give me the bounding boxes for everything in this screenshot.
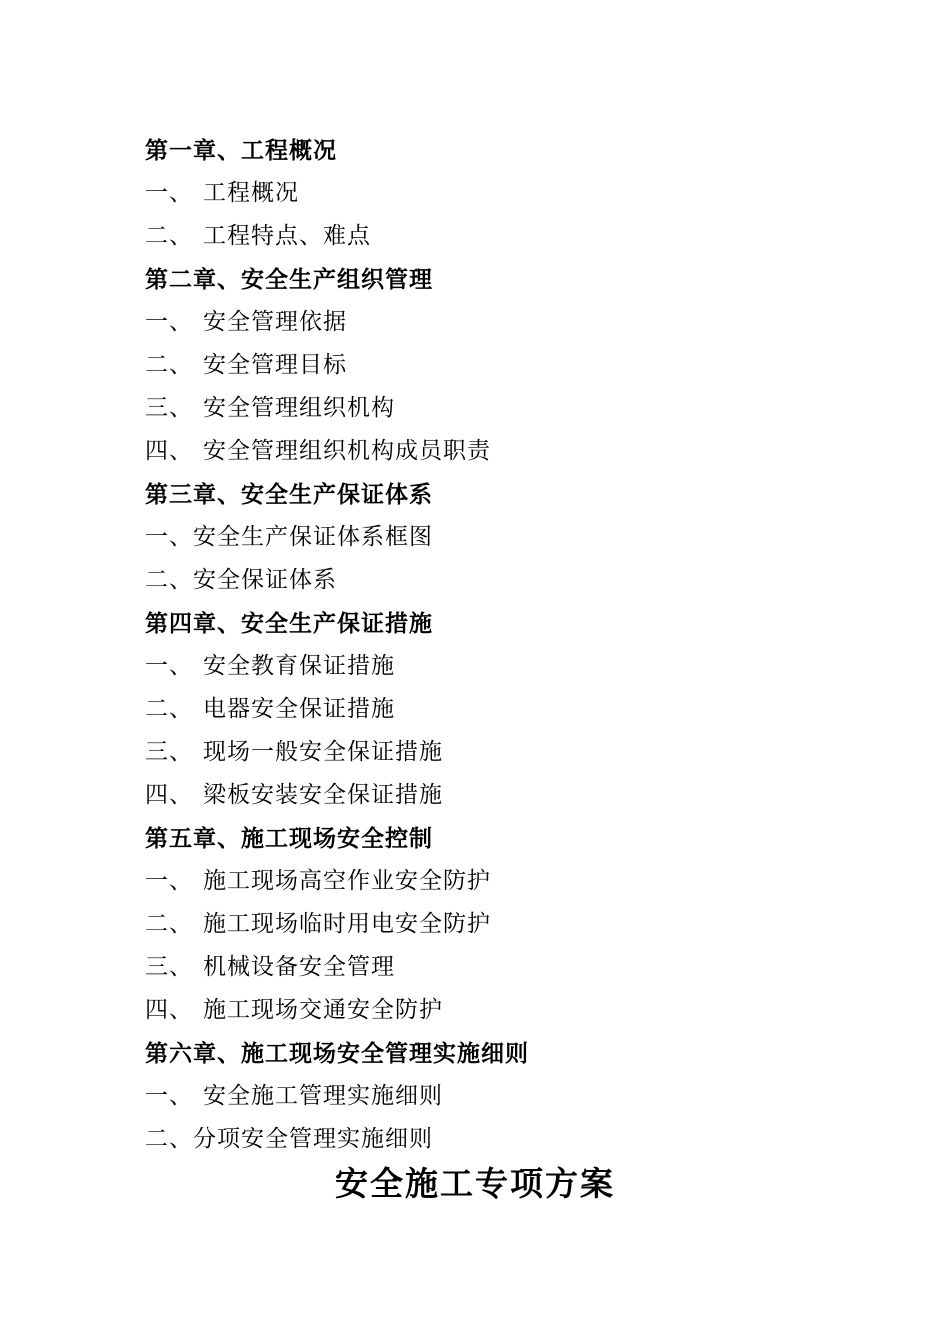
table-of-contents bbox=[145, 129, 845, 1161]
toc-section-item bbox=[145, 1118, 845, 1161]
toc-section-item bbox=[145, 559, 845, 602]
toc-section-number: 一、 bbox=[145, 653, 193, 679]
toc-chapter-heading: 第三章、安全生产保证体系 bbox=[145, 481, 433, 508]
toc-section-number: 二、 bbox=[145, 696, 193, 722]
toc-section-number: 二、 bbox=[145, 911, 193, 937]
toc-section-item bbox=[145, 516, 845, 559]
toc-section-title: 现场一般安全保证措施 bbox=[203, 739, 443, 765]
toc-section-item bbox=[145, 344, 845, 387]
toc-section-title: 机械设备安全管理 bbox=[203, 954, 395, 980]
toc-section-number: 二、 bbox=[145, 223, 193, 249]
toc-section-number: 一、 bbox=[145, 1083, 193, 1109]
toc-section-item bbox=[145, 989, 845, 1032]
toc-section-title: 分项安全管理实施细则 bbox=[193, 1126, 433, 1152]
toc-chapter-heading: 第二章、安全生产组织管理 bbox=[145, 266, 433, 293]
toc-section-title: 工程特点、难点 bbox=[203, 223, 371, 249]
document-title: 安全施工专项方案 bbox=[335, 1164, 615, 1203]
toc-chapter-heading: 第六章、施工现场安全管理实施细则 bbox=[145, 1040, 529, 1067]
toc-section-number: 三、 bbox=[145, 739, 193, 765]
toc-section-number: 一、 bbox=[145, 524, 193, 550]
toc-section-number: 四、 bbox=[145, 438, 193, 464]
toc-section-title: 工程概况 bbox=[203, 180, 299, 206]
toc-section-title: 安全教育保证措施 bbox=[203, 653, 395, 679]
toc-section-title: 施工现场高空作业安全防护 bbox=[203, 868, 491, 894]
toc-section-title: 安全管理组织机构 bbox=[203, 395, 395, 421]
toc-section-number: 一、 bbox=[145, 180, 193, 206]
toc-section-title: 安全管理组织机构成员职责 bbox=[203, 438, 491, 464]
toc-chapter-heading: 第五章、施工现场安全控制 bbox=[145, 825, 433, 852]
toc-section-item bbox=[145, 688, 845, 731]
toc-section-number: 二、 bbox=[145, 567, 193, 593]
toc-section-number: 二、 bbox=[145, 1126, 193, 1152]
toc-section-title: 梁板安装安全保证措施 bbox=[203, 782, 443, 808]
toc-section-number: 三、 bbox=[145, 395, 193, 421]
toc-section-number: 三、 bbox=[145, 954, 193, 980]
toc-section-item bbox=[145, 387, 845, 430]
toc-section-item bbox=[145, 430, 845, 473]
toc-section-title: 安全保证体系 bbox=[193, 567, 337, 593]
toc-section-item bbox=[145, 860, 845, 903]
toc-section-title: 电器安全保证措施 bbox=[203, 696, 395, 722]
toc-section-number: 四、 bbox=[145, 782, 193, 808]
toc-section-title: 安全管理依据 bbox=[203, 309, 347, 335]
toc-section-item bbox=[145, 172, 845, 215]
toc-section-number: 四、 bbox=[145, 997, 193, 1023]
toc-section-item bbox=[145, 774, 845, 817]
toc-section-item bbox=[145, 903, 845, 946]
toc-section-item bbox=[145, 301, 845, 344]
toc-section-title: 安全管理目标 bbox=[203, 352, 347, 378]
toc-section-item bbox=[145, 946, 845, 989]
toc-section-item bbox=[145, 645, 845, 688]
toc-section-title: 施工现场交通安全防护 bbox=[203, 997, 443, 1023]
toc-chapter-heading: 第一章、工程概况 bbox=[145, 137, 337, 164]
toc-section-item bbox=[145, 731, 845, 774]
toc-section-number: 二、 bbox=[145, 352, 193, 378]
toc-section-item bbox=[145, 215, 845, 258]
toc-section-number: 一、 bbox=[145, 309, 193, 335]
toc-section-title: 安全施工管理实施细则 bbox=[203, 1083, 443, 1109]
toc-section-number: 一、 bbox=[145, 868, 193, 894]
toc-section-title: 施工现场临时用电安全防护 bbox=[203, 911, 491, 937]
toc-chapter-heading: 第四章、安全生产保证措施 bbox=[145, 610, 433, 637]
toc-section-title: 安全生产保证体系框图 bbox=[193, 524, 433, 550]
toc-section-item bbox=[145, 1075, 845, 1118]
